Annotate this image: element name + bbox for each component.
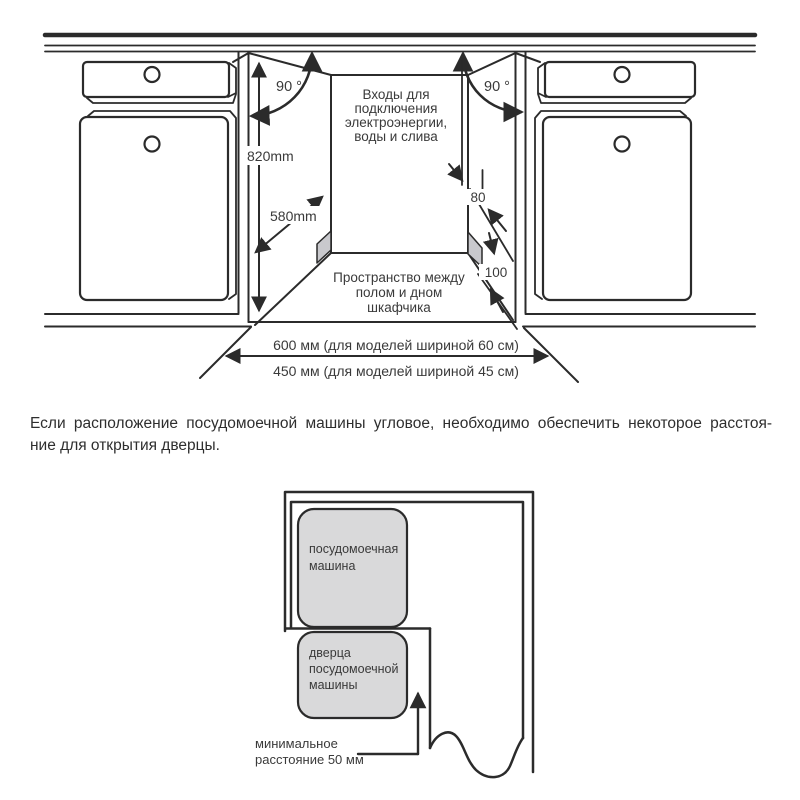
floor-flare-left <box>200 327 251 378</box>
corner-placement-note <box>30 413 772 457</box>
left-wall-floor-edge <box>255 253 331 325</box>
right-cabinet <box>535 62 695 300</box>
inputs-note <box>345 87 447 144</box>
left-wall-connector-patch <box>317 231 331 263</box>
svg-text:минимальное: минимальное <box>255 736 338 751</box>
niche-ceiling-right-edge <box>468 53 516 75</box>
svg-text:подключения: подключения <box>354 101 438 116</box>
svg-text:посудомоечной: посудомоечной <box>309 662 399 676</box>
svg-text:посудомоечная: посудомоечная <box>309 542 399 556</box>
paragraph-line-2: ние для открытия дверцы. <box>30 437 220 454</box>
svg-text:полом и дном: полом и дном <box>355 285 443 300</box>
right-door <box>543 117 691 300</box>
width-600-label: 600 мм (для моделей шириной 60 см) <box>273 337 519 353</box>
paragraph-line-1: Если расположение посудомоечной машины угловое, необходимо обеспечить некоторое расстоя- <box>30 415 772 432</box>
dim-80-label: 80 <box>470 190 486 205</box>
countertop <box>45 35 755 52</box>
dim-arrow-100-upper <box>489 233 494 253</box>
width-450-label: 450 мм (для моделей шириной 45 см) <box>273 363 519 379</box>
right-door-knob <box>615 137 630 152</box>
niche-ceiling-left-edge <box>249 53 332 75</box>
floor-note <box>333 270 465 315</box>
svg-text:шкафчика: шкафчика <box>367 300 431 315</box>
dim-arrow-80-upper <box>449 164 462 180</box>
dim-arrow-580 <box>256 197 322 252</box>
angle-right-label: 90 ° <box>484 79 510 95</box>
corner-placement-diagram <box>0 480 800 800</box>
svg-text:дверца: дверца <box>309 646 351 660</box>
svg-text:воды и слива: воды и слива <box>354 129 438 144</box>
right-drawer-knob <box>615 67 630 82</box>
svg-text:машина: машина <box>309 559 356 573</box>
right-wall-floor-edge <box>468 253 513 320</box>
svg-text:электроэнергии,: электроэнергии, <box>344 115 448 130</box>
left-door <box>80 117 228 300</box>
dim-arrow-80-lower <box>489 210 506 231</box>
wall-break-wave <box>430 732 523 777</box>
svg-text:машины: машины <box>309 678 358 692</box>
svg-text:расстояние 50 мм: расстояние 50 мм <box>255 752 364 767</box>
left-door-knob <box>145 137 160 152</box>
svg-text:Пространство между: Пространство между <box>333 270 465 285</box>
svg-text:Входы для: Входы для <box>362 87 430 102</box>
dim-100-label: 100 <box>484 265 508 280</box>
left-cabinet <box>80 62 236 300</box>
left-drawer-knob <box>145 67 160 82</box>
dim-580-label: 580mm <box>270 208 317 224</box>
dim-820-label: 820mm <box>247 148 294 164</box>
min-distance-label <box>255 736 364 767</box>
angle-left-label: 90 ° <box>276 79 302 95</box>
